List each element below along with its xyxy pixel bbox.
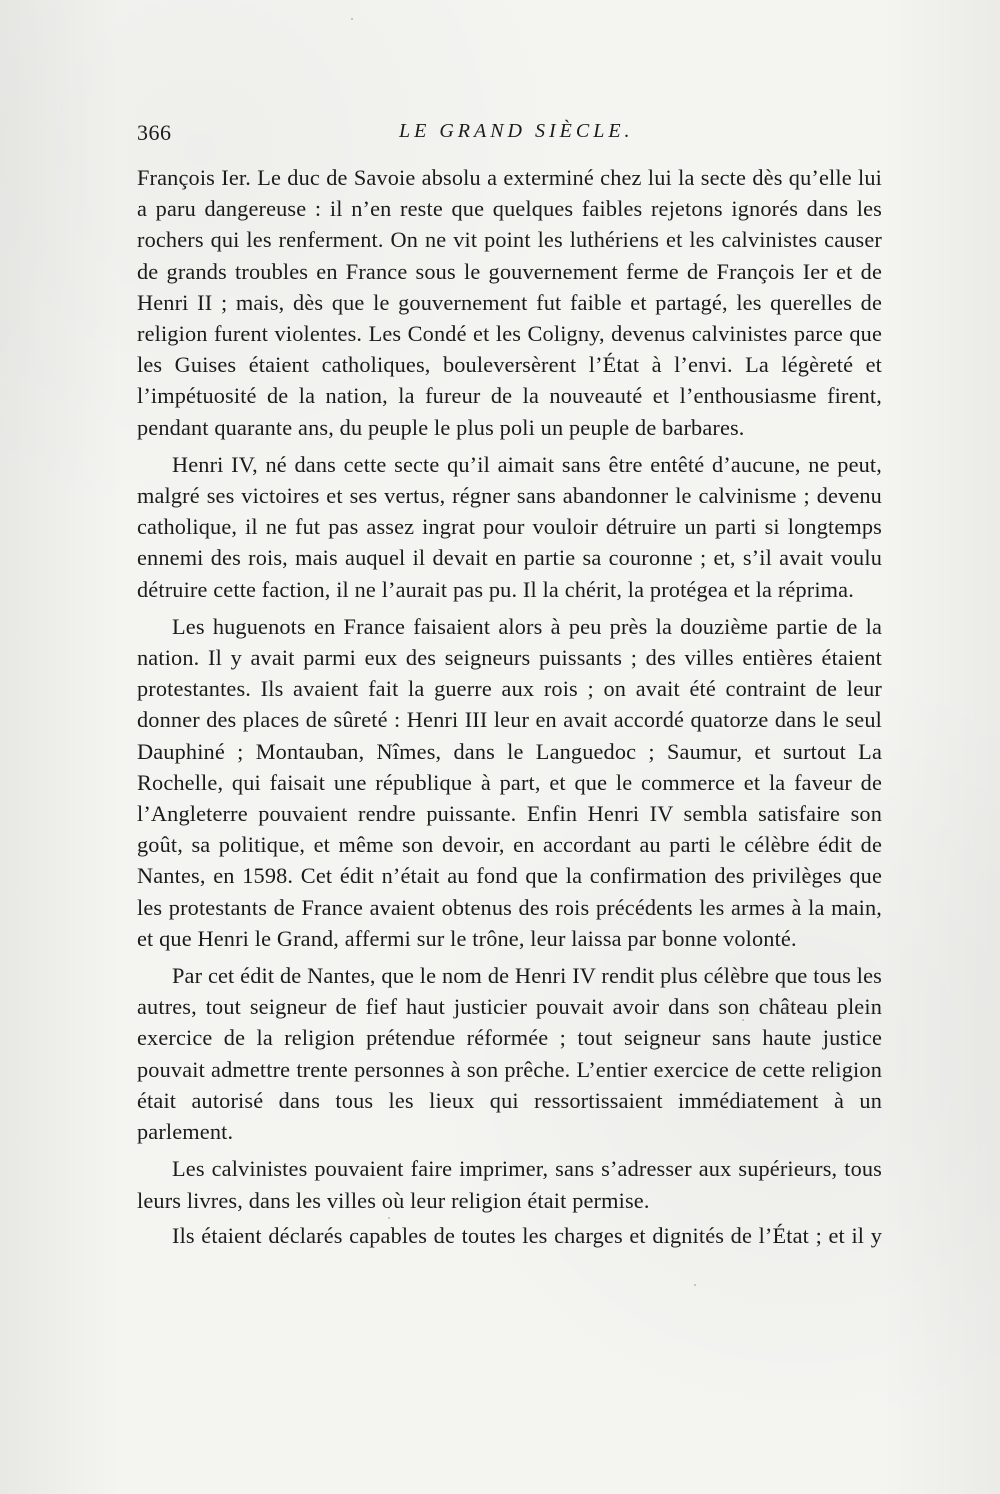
- scan-speck: [388, 1217, 390, 1219]
- paragraph-2: Henri IV, né dans cette secte qu’il aimait sans être entêté d’aucune, ne peut, malgré ses victoires et ses vertus, régner sans abandonner le calvinisme ; devenu catholique, il ne fut pas assez ingrat pour vouloir détruire un parti si longtemps ennemi des rois, mais auquel il devait en partie sa couronne ; et, s’il avait voulu détruire cette faction, il ne l’aurait pas pu. Il la chérit, la protégea et la réprima.: [137, 451, 882, 602]
- page-number: 366: [137, 120, 172, 145]
- body-text: [137, 162, 882, 1251]
- scan-speck: [351, 18, 353, 20]
- scan-speck: [742, 1019, 744, 1021]
- scan-speck: [610, 458, 612, 460]
- paragraph-4: Par cet édit de Nantes, que le nom de Henri IV rendit plus célèbre que tous les autres, tout seigneur de fief haut justicier pouvait avoir dans son château plein exercice de la religion prétendue réformée ; tout seigneur sans haute justice pouvait admettre trente personnes à son prêche. L’entier exercice de cette religion était autorisé dans tous les lieux qui ressortissaient immédiatement à un parlement.: [137, 963, 882, 1145]
- paragraph-3: Les huguenots en France faisaient alors à peu près la douzième partie de la nation. Il y avait parmi eux des seigneurs puissants ; des villes entières étaient protestantes. Ils avaient fait la guerre aux rois ; on avait été contraint de leur donner des places de sûreté : Henri III leur en avait accordé quatorze dans le seul Dauphiné ; Montauban, Nîmes, dans le Languedoc ; Saumur, et surtout La Rochelle, qui faisait une république à part, et que le commerce et la faveur de l’Angleterre pouvaient rendre puissante. Enfin Henri IV sembla satisfaire son goût, sa politique, et même son devoir, en accordant au parti le célèbre édit de Nantes, en 1598. Cet édit n’était au fond que la confirmation des privilèges que les protestants de France avaient obtenus des rois précédents les armes à la main, et que Henri le Grand, affermi sur le trône, leur laissa par bonne volonté.: [137, 613, 882, 951]
- scan-speck: [694, 1284, 696, 1286]
- paragraph-6: Ils étaient déclarés capables de toutes les charges et dignités de l’État ; et il y: [172, 1222, 882, 1248]
- paragraph-1: François Ier. Le duc de Savoie absolu a exterminé chez lui la secte dès qu’elle lui a paru dangereuse : il n’en reste que quelques faibles rejetons ignorés dans les rochers qui les renferment. On ne vit point les luthériens et les calvinistes causer de grands troubles en France sous le gouvernement ferme de François Ier et de Henri II ; mais, dès que le gouvernement fut faible et partagé, les querelles de religion furent violentes. Les Condé et les Coligny, devenus calvinistes parce que les Guises étaient catholiques, bouleversèrent l’État à l’envi. La légèreté et l’impétuosité de la nation, la fureur de la nouveauté et l’enthousiasme firent, pendant quarante ans, du peuple le plus poli un peuple de barbares.: [137, 165, 882, 440]
- paragraph-5: Les calvinistes pouvaient faire imprimer, sans s’adresser aux supérieurs, tous leurs livres, dans les villes où leur religion était permise.: [137, 1156, 882, 1213]
- running-title: LE GRAND SIÈCLE.: [399, 120, 634, 142]
- page-header: [137, 120, 879, 154]
